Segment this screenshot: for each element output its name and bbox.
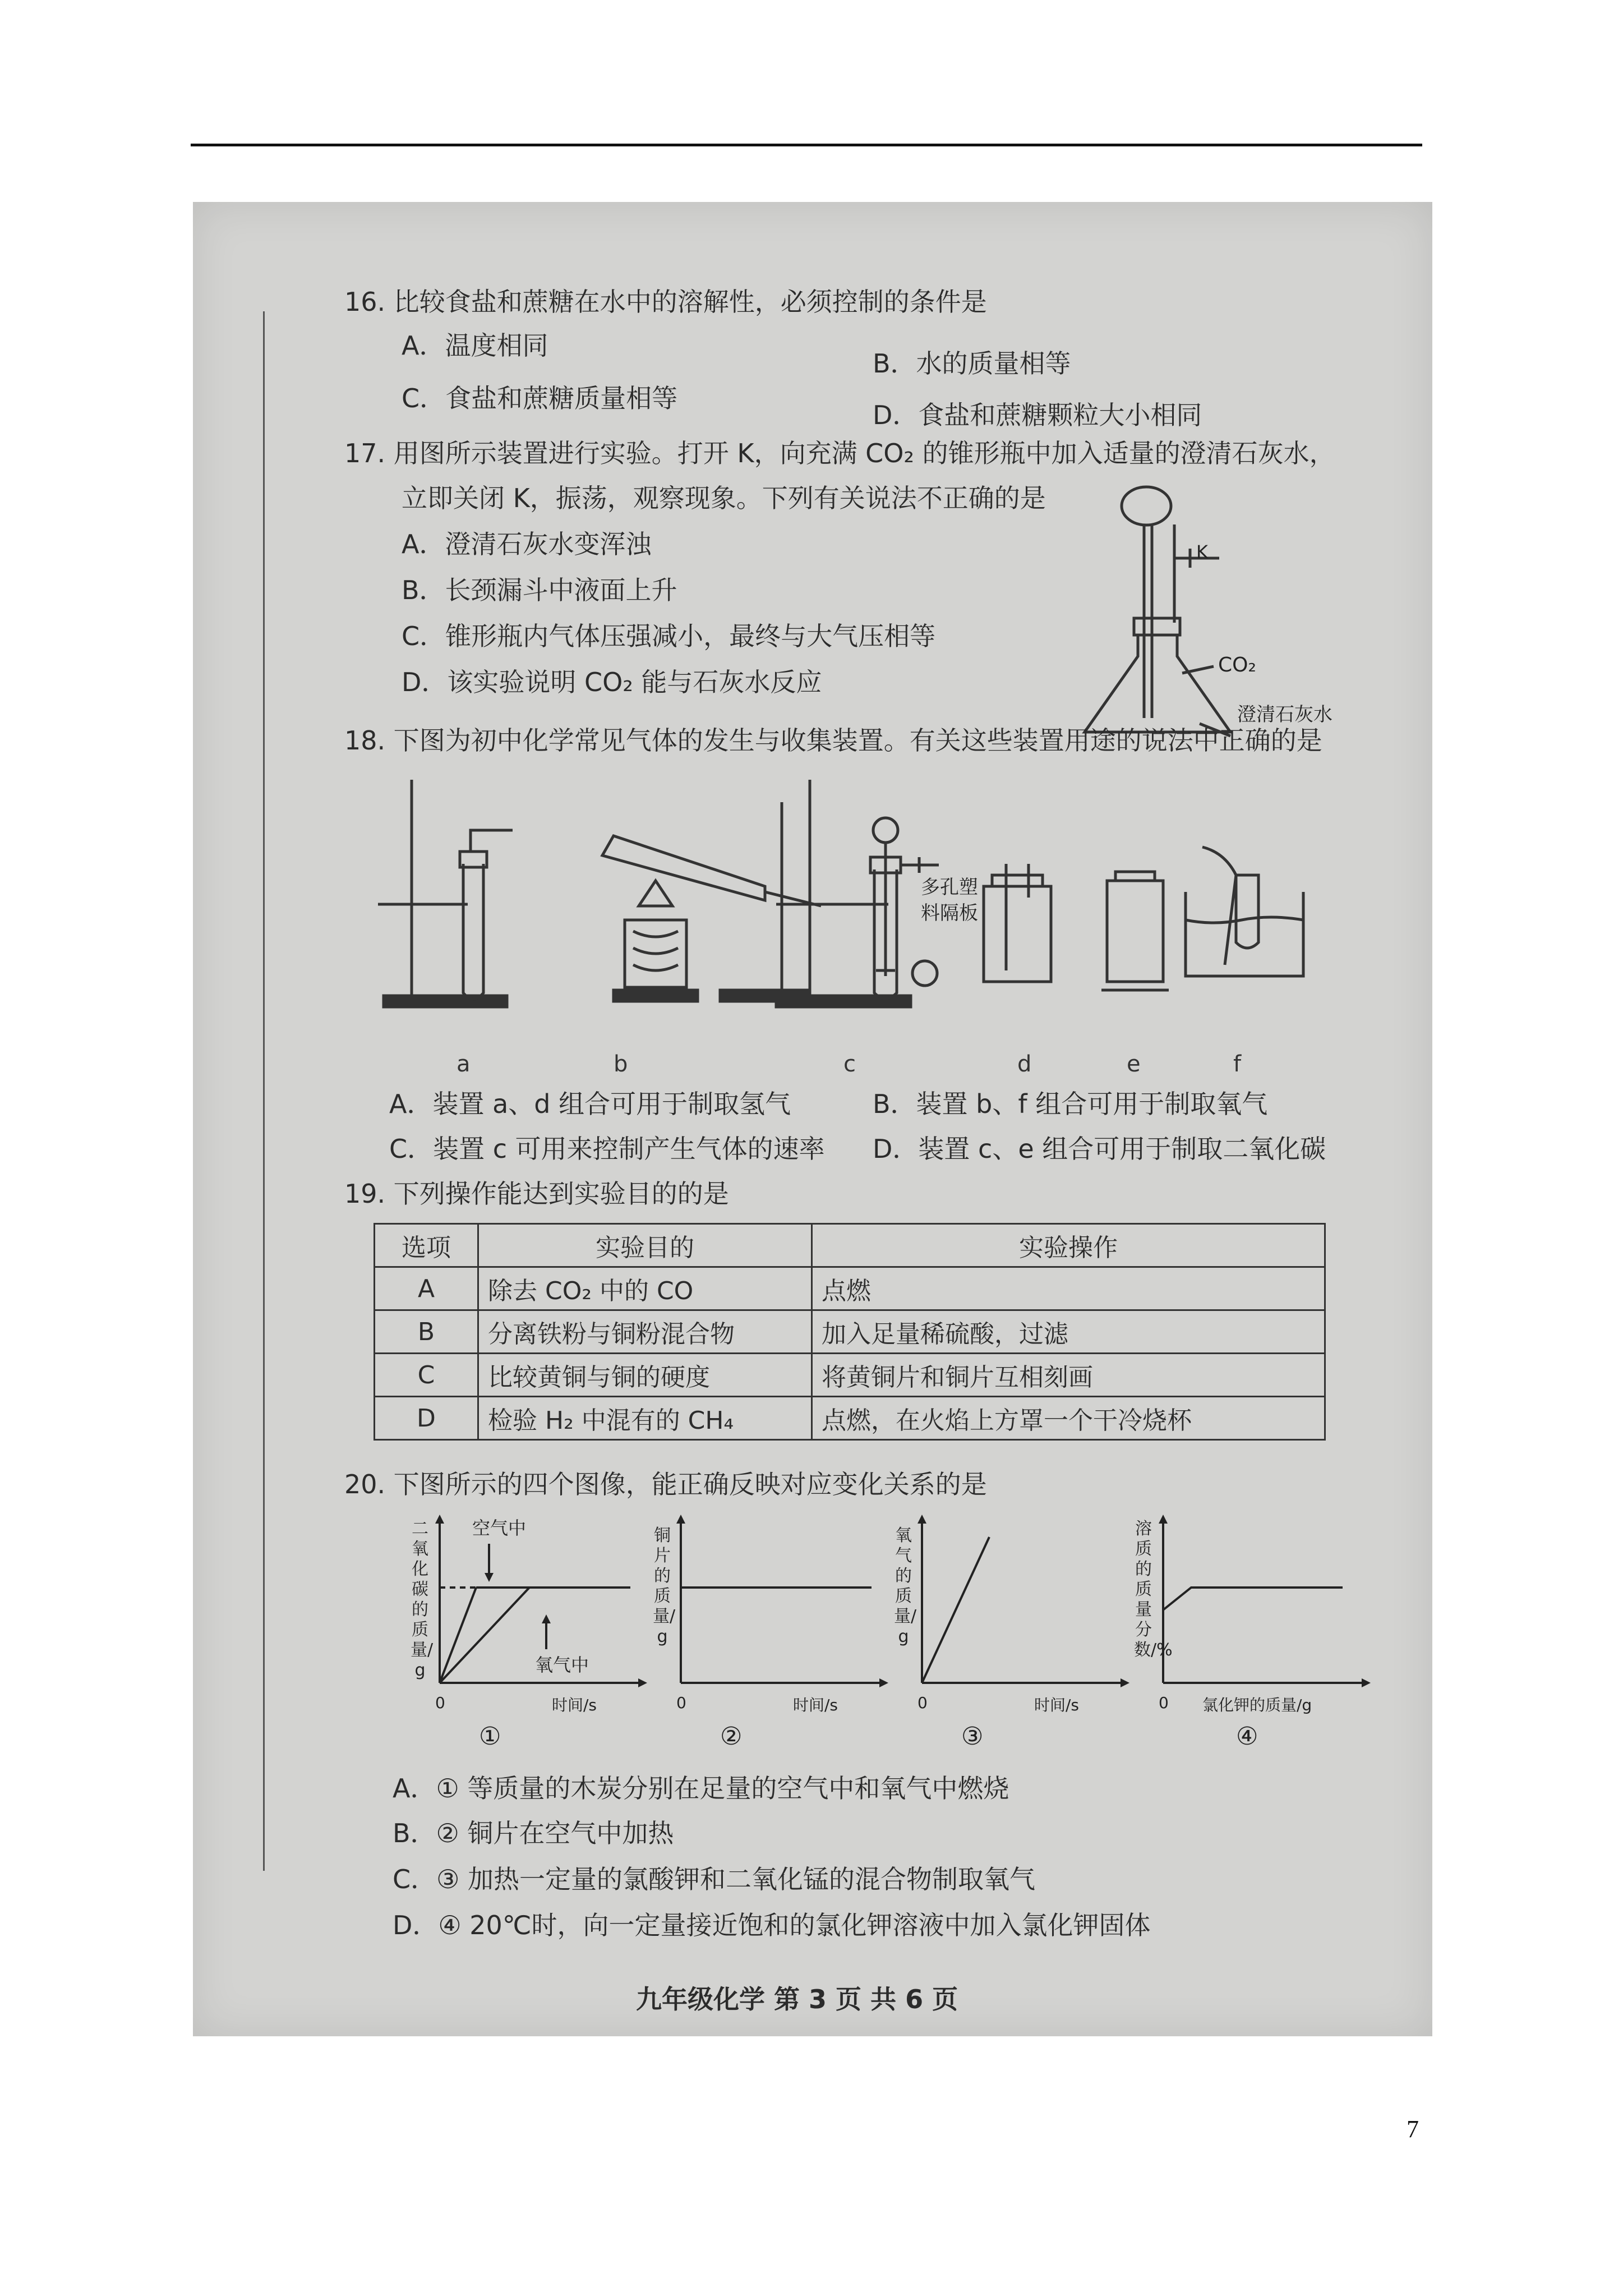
graph2-xlabel: 时间/s	[793, 1696, 838, 1714]
table-cell: D	[375, 1397, 478, 1440]
graph1-origin: 0	[435, 1694, 445, 1712]
q16-option-a: A．温度相同	[402, 330, 548, 361]
q16-stem: 16. 比较食盐和蔗糖在水中的溶解性，必须控制的条件是	[344, 287, 987, 317]
table-header-cell: 实验目的	[478, 1224, 812, 1267]
graph2-ylabel: 铜片的质量/g	[653, 1526, 676, 1646]
graph4-origin: 0	[1159, 1694, 1169, 1712]
table-cell: 加入足量稀硫酸，过滤	[812, 1310, 1325, 1354]
q20-stem: 20. 下图所示的四个图像，能正确反映对应变化关系的是	[344, 1469, 987, 1499]
q20-option-b: B．② 铜片在空气中加热	[393, 1818, 674, 1848]
graph2-number: ②	[720, 1722, 743, 1751]
table-row	[375, 1354, 1325, 1397]
q17-fig-co2-label: CO₂	[1218, 654, 1256, 677]
q17-option-a: A．澄清石灰水变浑浊	[402, 529, 652, 559]
graph2-plot	[675, 1515, 888, 1688]
q20-option-c: C．③ 加热一定量的氯酸钾和二氧化锰的混合物制取氧气	[393, 1864, 1035, 1894]
q18-label-b: b	[614, 1051, 628, 1077]
graph1-label-o2: 氧气中	[535, 1654, 589, 1676]
margin-line	[263, 311, 265, 1871]
table-cell: A	[375, 1267, 478, 1310]
q18-label-f: f	[1233, 1051, 1242, 1077]
table-cell: 点燃	[812, 1267, 1325, 1310]
q18-plate-label-1: 多孔塑	[921, 876, 978, 899]
q18-label-d: d	[1017, 1051, 1032, 1077]
graph3-ylabel: 氧气的质量/g	[894, 1526, 917, 1646]
table-row	[375, 1267, 1325, 1310]
table-cell: 点燃，在火焰上方罩一个干冷烧杯	[812, 1397, 1325, 1440]
exam-photo	[193, 202, 1432, 2036]
q18-apparatus-f	[1180, 841, 1309, 987]
graph3-origin: 0	[917, 1694, 928, 1712]
q17-option-b: B．长颈漏斗中液面上升	[402, 575, 677, 605]
q16-option-b: B．水的质量相等	[873, 348, 1071, 379]
q17-stem-1: 17. 用图所示装置进行实验。打开 K，向充满 CO₂ 的锥形瓶中加入适量的澄清石灰水，	[344, 438, 1335, 468]
exam-footer: 九年级化学 第 3 页 共 6 页	[636, 1984, 958, 2014]
q17-fig-lime-label: 澄清石灰水	[1237, 703, 1332, 726]
q18-option-d: D．装置 c、e 组合可用于制取二氧化碳	[873, 1134, 1326, 1164]
q20-option-a: A．① 等质量的木炭分别在足量的空气中和氧气中燃烧	[393, 1773, 1009, 1803]
q19-stem: 19. 下列操作能达到实验目的的是	[344, 1179, 729, 1209]
q17-flask-apparatus	[1062, 482, 1399, 746]
table-cell: C	[375, 1354, 478, 1397]
graph1-ylabel: 二氧化碳的质量/g	[411, 1519, 434, 1680]
q18-label-a: a	[457, 1051, 471, 1077]
table-header-cell: 实验操作	[812, 1224, 1325, 1267]
q18-apparatus-a	[384, 774, 518, 1015]
table-header-row	[375, 1224, 1325, 1267]
q17-fig-k-label: K	[1196, 541, 1208, 563]
graph1-number: ①	[479, 1722, 501, 1751]
q20-option-d: D．④ 20℃时，向一定量接近饱和的氯化钾溶液中加入氯化钾固体	[393, 1910, 1151, 1940]
graph4-plot	[1158, 1515, 1371, 1688]
header-rule	[191, 144, 1422, 146]
table-row	[375, 1397, 1325, 1440]
table-header-cell: 选项	[375, 1224, 478, 1267]
q18-apparatus-e	[1090, 864, 1180, 999]
table-cell: 除去 CO₂ 中的 CO	[478, 1267, 812, 1310]
q18-label-c: c	[843, 1051, 856, 1077]
q16-option-d: D．食盐和蔗糖颗粒大小相同	[873, 400, 1202, 430]
q18-plate-label-2: 料隔板	[921, 902, 978, 924]
q17-stem-2: 立即关闭 K，振荡，观察现象。下列有关说法不正确的是	[402, 483, 1046, 513]
table-cell: B	[375, 1310, 478, 1354]
graph1-label-air: 空气中	[472, 1517, 527, 1539]
table-cell: 将黄铜片和铜片互相刻画	[812, 1354, 1325, 1397]
q18-option-b: B．装置 b、f 组合可用于制取氧气	[873, 1089, 1268, 1119]
q18-stem: 18. 下图为初中化学常见气体的发生与收集装置。有关这些装置用途的说法中正确的是	[344, 725, 1322, 756]
table-row	[375, 1310, 1325, 1354]
graph3-number: ③	[961, 1722, 984, 1751]
table-cell: 比较黄铜与铜的硬度	[478, 1354, 812, 1397]
graph3-plot	[916, 1515, 1129, 1688]
graph4-ylabel: 溶质的质量分数/%	[1134, 1519, 1173, 1660]
q18-apparatus-d	[972, 864, 1062, 999]
q17-option-d: D．该实验说明 CO₂ 能与石灰水反应	[402, 667, 822, 697]
table-cell: 检验 H₂ 中混有的 CH₄	[478, 1397, 812, 1440]
q18-label-e: e	[1127, 1051, 1141, 1077]
q16-option-c: C．食盐和蔗糖质量相等	[402, 383, 678, 413]
q18-option-a: A．装置 a、d 组合可用于制取氢气	[389, 1089, 791, 1119]
page-number: 7	[1407, 2115, 1419, 2143]
graph2-origin: 0	[676, 1694, 686, 1712]
graph1-xlabel: 时间/s	[552, 1696, 597, 1714]
graph3-xlabel: 时间/s	[1034, 1696, 1080, 1714]
graph4-number: ④	[1236, 1722, 1258, 1751]
table-cell: 分离铁粉与铜粉混合物	[478, 1310, 812, 1354]
q19-table	[374, 1223, 1326, 1441]
graph4-xlabel: 氯化钾的质量/g	[1202, 1696, 1312, 1714]
q17-option-c: C．锥形瓶内气体压强减小，最终与大气压相等	[402, 621, 936, 651]
q18-option-c: C．装置 c 可用来控制产生气体的速率	[389, 1134, 825, 1164]
